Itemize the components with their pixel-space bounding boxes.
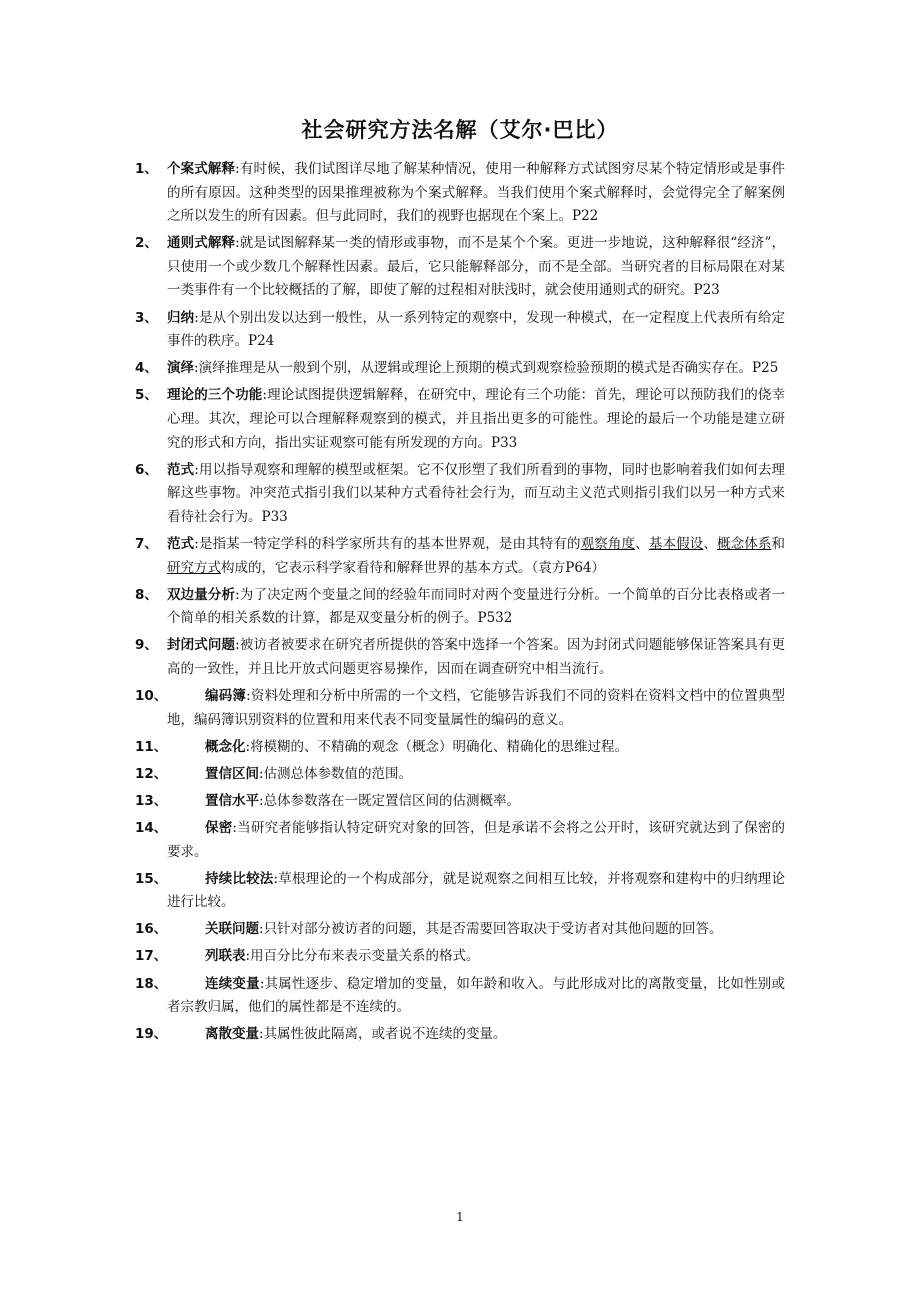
punctuation: 、: [635, 535, 649, 552]
item-number: 14、: [135, 819, 168, 836]
item-term: 范式: [167, 535, 195, 552]
separator: :: [273, 870, 279, 887]
list-item: [135, 817, 785, 864]
item-term: 范式: [167, 461, 195, 478]
item-text: 用以指导观察和理解的模型或框架。它不仅形塑了我们所看到的事物，同时也影响着我们如何去理解这些事物。冲突范式指引我们以某种方式看待社会行为，而互动主义范式则指引我们以另一种方式来看待社会行为。P33: [167, 461, 786, 525]
item-text: 当研究者能够指认特定研究对象的回答，但是承诺不会将之公开时，该研究就达到了保密的要求。: [167, 819, 786, 860]
item-text: 只针对部分被访者的问题，其是否需要回答取决于受访者对其他问题的回答。: [263, 921, 723, 938]
item-term: 个案式解释: [167, 161, 236, 177]
list-item: [135, 158, 785, 229]
item-term: 关联问题: [205, 921, 259, 938]
separator: :: [235, 637, 240, 654]
list-item: [135, 868, 785, 915]
item-number: 10、: [135, 687, 168, 704]
item-number: 6、: [135, 461, 158, 478]
item-term: 封闭式问题: [167, 637, 236, 654]
underlined-term: 研究方式: [167, 559, 221, 576]
item-text: 被访者被要求在研究者所提供的答案中选择一个答案。因为封闭式问题能够保证答案具有更高的一致性，并且比开放式问题更容易操作，因而在调查研究中相当流行。: [167, 637, 786, 677]
item-number: 12、: [135, 765, 168, 782]
list-item: [135, 685, 785, 732]
item-term: 保密: [205, 819, 233, 836]
list-item: [135, 918, 785, 942]
item-term: 连续变量: [205, 975, 260, 992]
item-term: 理论的三个功能: [167, 387, 263, 404]
list-item: [135, 763, 785, 787]
item-number: 7、: [135, 535, 158, 552]
separator: :: [245, 948, 251, 965]
item-number: 4、: [135, 360, 158, 377]
item-term: 离散变量: [205, 1026, 259, 1043]
item-number: 5、: [135, 387, 158, 404]
list-item: [135, 357, 785, 381]
list-item: [135, 533, 785, 580]
item-number: 9、: [135, 637, 158, 654]
item-text: 将模糊的、不精确的观念（概念）明确化、精确化的思维过程。: [250, 738, 629, 755]
separator: :: [259, 792, 264, 809]
item-number: 8、: [135, 586, 158, 603]
item-text: 是从个别出发以达到一般性，从一系列特定的观察中，发现一种模式，在一定程度上代表所有给定事件的秩序。P24: [167, 309, 786, 350]
item-term: 双边量分析: [167, 586, 236, 603]
underlined-term: 基本假设: [648, 535, 704, 552]
list-item: [135, 307, 785, 354]
punctuation: 和: [771, 535, 786, 552]
separator: :: [259, 1026, 264, 1043]
term-list: [135, 158, 785, 1050]
item-text: 构成的，它表示科学家看待和解释世界的基本方式。（袁方P64）: [221, 559, 606, 576]
underlined-term: 概念体系: [717, 535, 772, 552]
item-number: 3、: [135, 309, 158, 326]
list-item: [135, 384, 785, 455]
separator: :: [246, 687, 251, 704]
list-item: [135, 1023, 785, 1047]
item-number: 15、: [135, 870, 168, 887]
separator: :: [259, 765, 264, 782]
item-term: 置信水平: [205, 792, 259, 809]
separator: :: [194, 461, 199, 478]
separator: :: [194, 309, 199, 326]
item-number: 1、: [135, 161, 158, 177]
separator: :: [235, 161, 240, 177]
item-text: 其属性逐步、稳定增加的变量，如年龄和收入。与此形成对比的离散变量，比如性别或者宗教归属，他们的属性都是不连续的。: [167, 975, 786, 1016]
item-term: 置信区间: [205, 765, 259, 782]
list-item: [135, 945, 785, 969]
list-item: [135, 634, 785, 681]
item-text: 有时候，我们试图详尽地了解某种情况，使用一种解释方式试图穷尽某个特定情形或是事件的所有原因。这种类型的因果推理被称为个案式解释。当我们使用个案式解释时，会觉得完全了解案例之所以发生的所有因素。但与此同时，我们的视野也据现在个案上。P22: [167, 161, 786, 225]
item-term: 通则式解释: [167, 235, 236, 252]
page-number: 1: [456, 1210, 464, 1224]
list-item: [135, 232, 785, 303]
item-text: 草根理论的一个构成部分，就是说观察之间相互比较，并将观察和建构中的归纳理论进行比较。: [167, 870, 786, 911]
item-text: 理论试图提供逻辑解释，在研究中，理论有三个功能：首先，理论可以预防我们的侥幸心理。其次，理论可以合理解释观察到的模式，并且指出更多的可能性。理论的最后一个功能是建立研究的形式和方向，指出实证观察可能有所发现的方向。P33: [167, 387, 786, 451]
list-item: [135, 973, 785, 1020]
page-title: 社会研究方法名解（艾尔·巴比）: [301, 118, 619, 142]
punctuation: 、: [703, 535, 717, 552]
item-term: 归纳: [167, 309, 195, 326]
item-term: 列联表: [205, 948, 246, 965]
item-term: 概念化: [205, 738, 246, 755]
separator: :: [259, 975, 265, 992]
item-number: 18、: [135, 975, 168, 992]
separator: :: [262, 387, 267, 404]
underlined-term: 观察角度: [580, 535, 636, 552]
separator: :: [235, 235, 240, 252]
separator: :: [245, 738, 251, 755]
item-text: 估测总体参数值的范围。: [263, 765, 413, 782]
item-term: 编码簿: [205, 687, 247, 704]
separator: :: [259, 921, 264, 938]
separator: :: [235, 586, 240, 603]
item-text: 是指某一特定学科的科学家所共有的基本世界观，是由其特有的: [198, 535, 581, 552]
item-text: 演绎推理是从一般到个别，从逻辑或理论上预期的模式到观察检验预期的模式是否确实存在。P25: [198, 360, 779, 377]
item-text: 用百分比分布来表示变量关系的格式。: [250, 948, 480, 965]
item-number: 19、: [135, 1026, 168, 1043]
list-item: [135, 790, 785, 814]
item-number: 11、: [135, 738, 168, 755]
item-text: 就是试图解释某一类的情形或事物，而不是某个个案。更进一步地说，这种解释很“经济”，只使用一个或少数几个解释性因素。最后，它只能解释部分，而不是全部。当研究者的目标局限在对某一类事件有一个比较概括的了解，即使了解的过程相对肤浅时，就会使用通则式的研究。P23: [167, 235, 786, 299]
item-text: 其属性彼此隔离，或者说不连续的变量。: [263, 1026, 507, 1043]
item-text: 为了决定两个变量之间的经验年而同时对两个变量进行分析。一个简单的百分比表格或者一个简单的相关系数的计算，都是双变量分析的例子。P532: [167, 586, 786, 627]
list-item: [135, 459, 785, 530]
item-number: 13、: [135, 792, 168, 809]
item-term: 持续比较法: [205, 870, 274, 887]
list-item: [135, 736, 785, 760]
item-text: 总体参数落在一既定置信区间的估测概率。: [263, 792, 521, 809]
list-item: [135, 584, 785, 631]
separator: :: [194, 360, 199, 377]
item-number: 17、: [135, 948, 168, 965]
separator: :: [232, 819, 237, 836]
item-number: 2、: [135, 235, 158, 252]
item-term: 演绎: [167, 360, 194, 377]
item-number: 16、: [135, 921, 168, 938]
separator: :: [194, 535, 199, 552]
item-text: 资料处理和分析中所需的一个文档，它能够告诉我们不同的资料在资料文档中的位置典型地，编码簿识别资料的位置和用来代表不同变量属性的编码的意义。: [167, 687, 786, 728]
